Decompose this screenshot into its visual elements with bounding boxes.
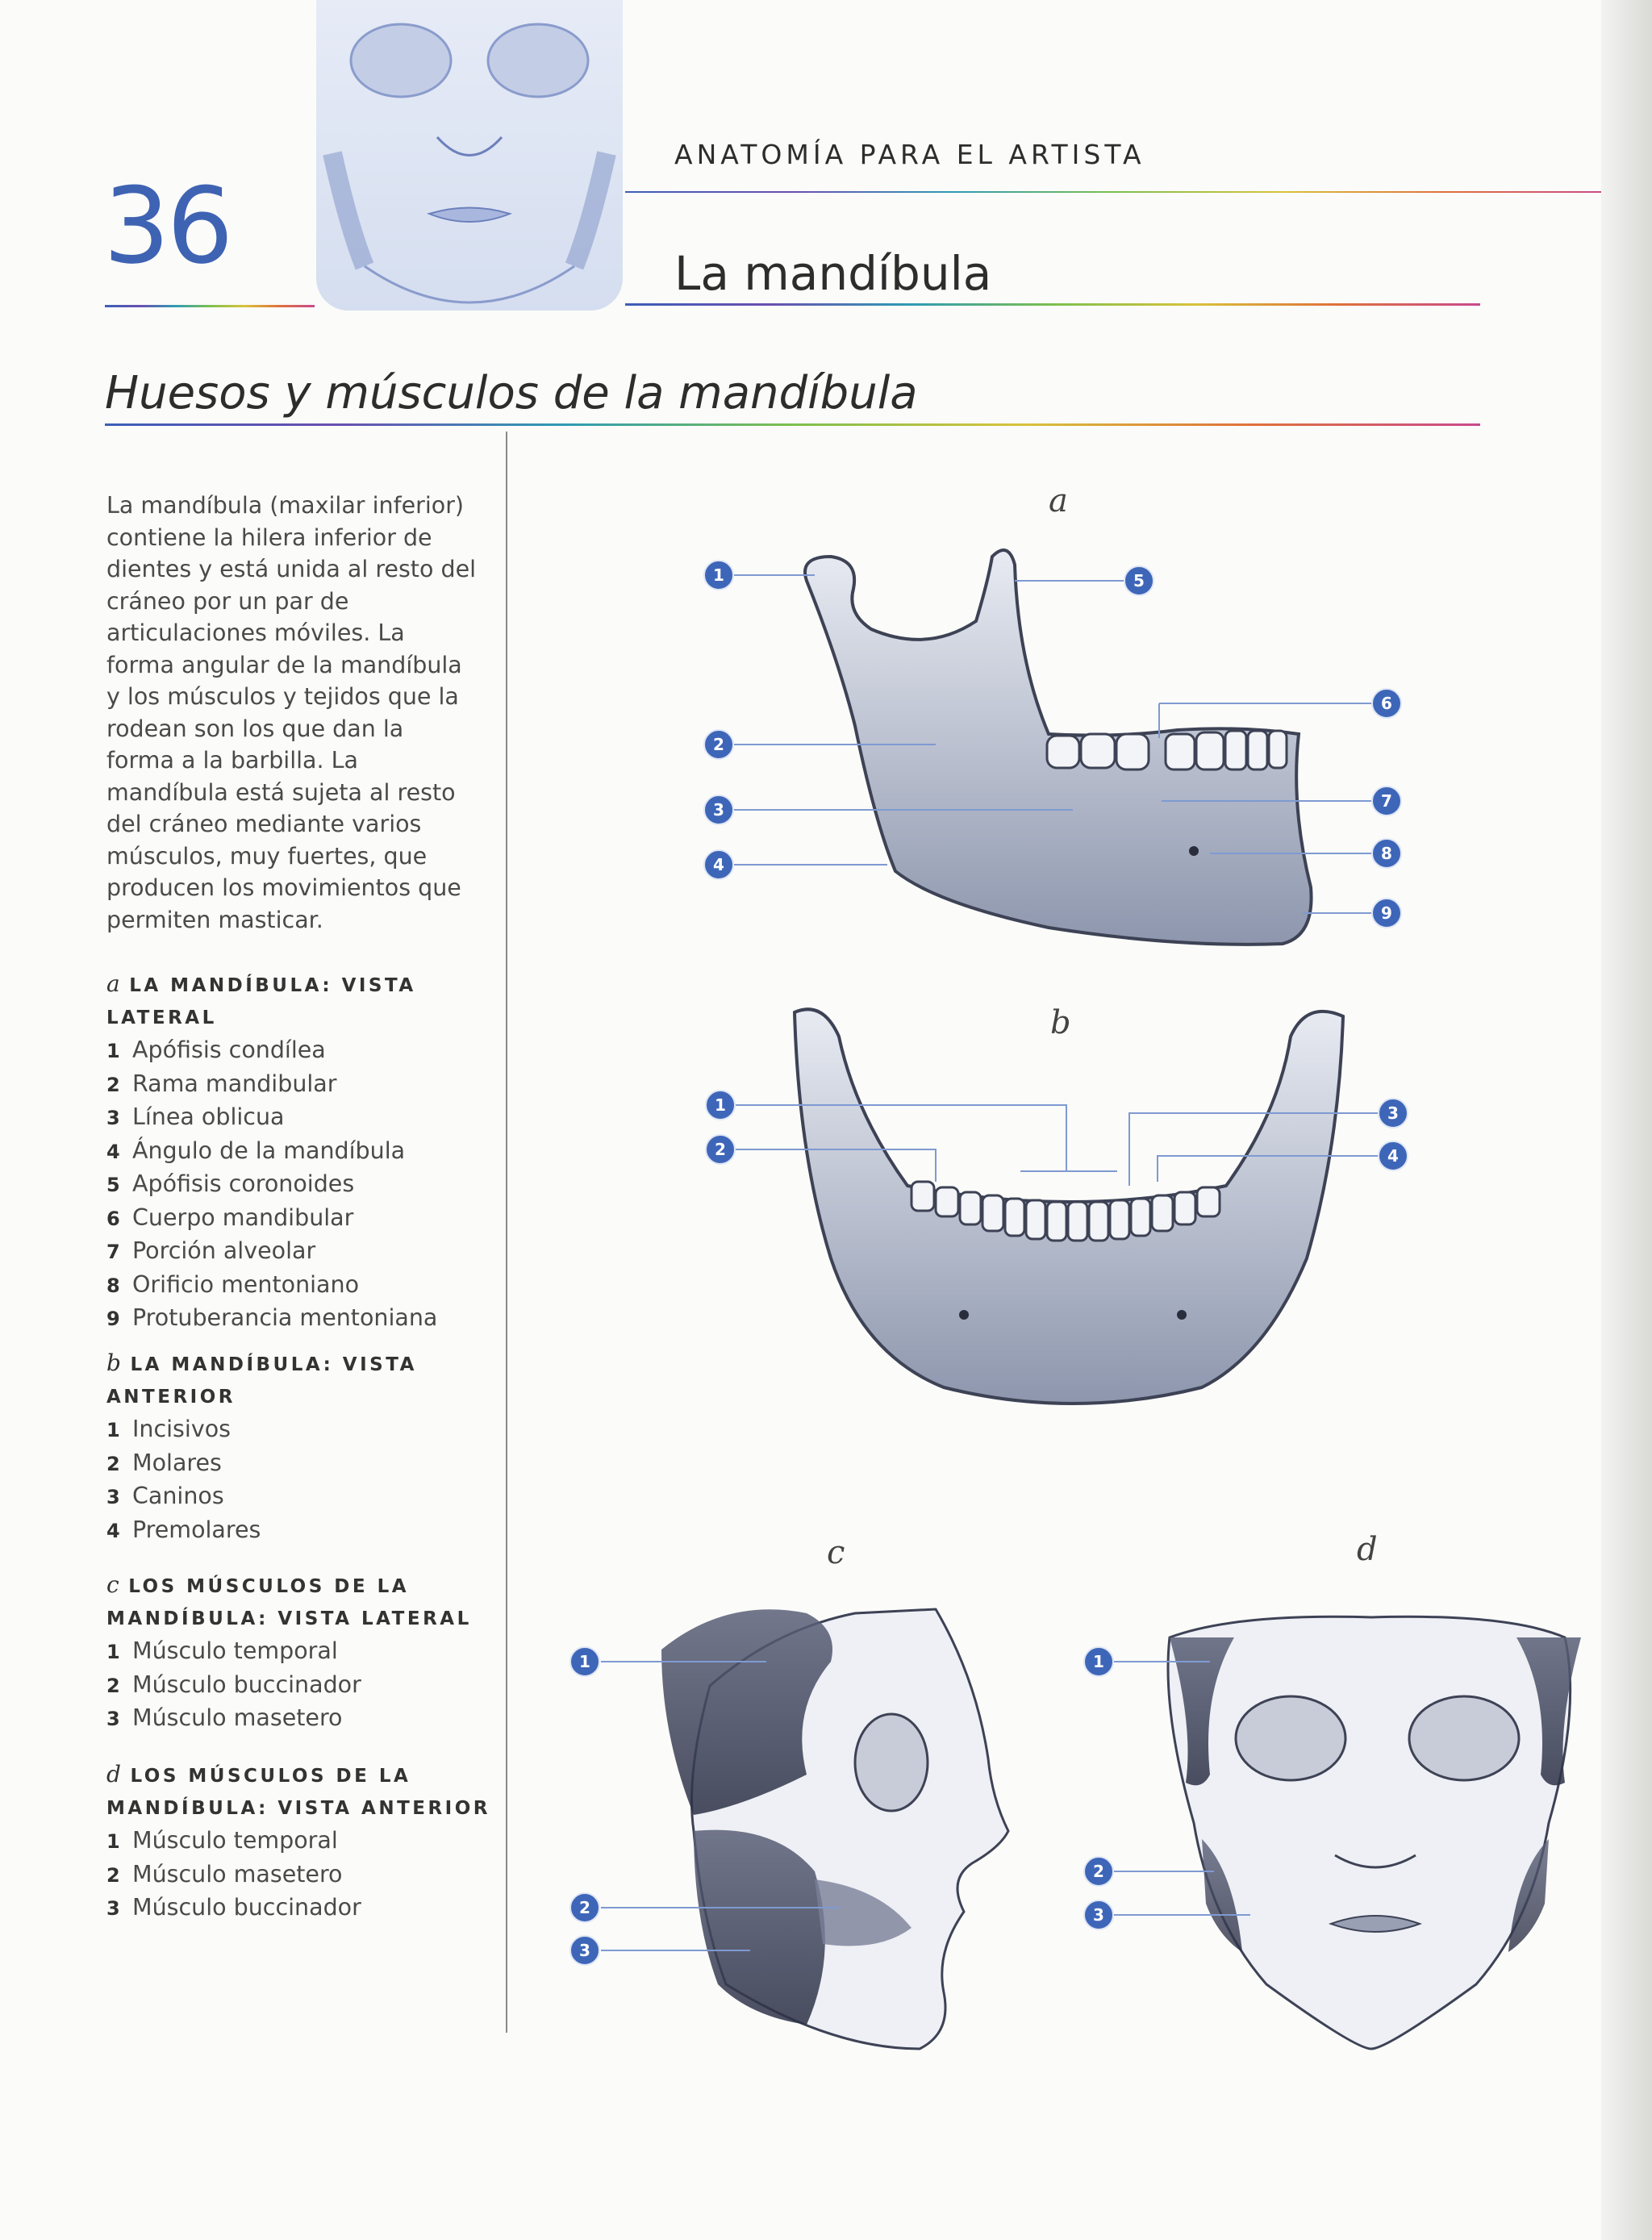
legend-num: 9 [106, 1308, 120, 1330]
page-edge [1601, 0, 1652, 2240]
legend-num: 4 [106, 1519, 120, 1542]
callout-b-2: 2 [705, 1134, 736, 1165]
callout-a-9: 9 [1371, 898, 1402, 928]
callout-a-2: 2 [703, 729, 734, 760]
legend-num: 8 [106, 1274, 120, 1297]
callout-d-2: 2 [1083, 1856, 1114, 1887]
callout-a-8: 8 [1371, 838, 1402, 869]
figure-b-letter: b [1050, 1004, 1071, 1041]
callout-d-1: 1 [1083, 1646, 1114, 1677]
legend-label: Incisivos [132, 1416, 231, 1442]
callout-a-5: 5 [1124, 565, 1154, 596]
legend-num: 4 [106, 1140, 120, 1163]
callout-b-3: 3 [1378, 1098, 1408, 1128]
intro-paragraph: La mandíbula (maxilar inferior) contiene la hilera inferior de dientes y está unida al resto del cráneo por un par de articulaciones móviles. La forma angular de la mandíbula y los músculos y tejidos que la rodean son los que dan la forma a la barbilla. La mandíbula está sujeta al resto del cráneo mediante varios músculos, muy fuertes, que producen los movimientos que permiten masticar. [106, 492, 477, 933]
page-number: 36 [103, 165, 231, 287]
callout-c-1: 1 [569, 1646, 600, 1677]
legend-label: Línea oblicua [132, 1103, 285, 1130]
legend-num: 1 [106, 1419, 120, 1441]
chapter-title: La mandíbula [674, 246, 992, 301]
legend-num: 3 [106, 1897, 120, 1920]
callout-c-3: 3 [569, 1935, 600, 1966]
legend-label: Porción alveolar [132, 1237, 316, 1264]
section-title: Huesos y músculos de la mandíbula [105, 367, 918, 419]
figure-c-letter: c [827, 1534, 845, 1571]
legend-label: Músculo temporal [132, 1637, 338, 1664]
callout-c-2: 2 [569, 1892, 600, 1923]
face-anterior-drawing [1168, 1616, 1581, 2049]
mandible-anterior-drawing [795, 1009, 1343, 1404]
legend-label: Apófisis condílea [132, 1037, 326, 1063]
callout-a-1: 1 [703, 560, 734, 590]
legend-num: 2 [106, 1452, 120, 1475]
face-lateral-drawing [661, 1609, 1008, 2049]
legend-letter: d [106, 1761, 121, 1787]
book-title: ANATOMÍA PARA EL ARTISTA [674, 139, 1145, 170]
legend-num: 6 [106, 1207, 120, 1230]
legend-num: 7 [106, 1241, 120, 1263]
legend-label: Apófisis coronoides [132, 1170, 355, 1197]
legend-num: 2 [106, 1863, 120, 1887]
legend-num: 1 [106, 1040, 120, 1062]
figure-a-letter: a [1049, 482, 1068, 519]
legend-label: Músculo temporal [132, 1827, 338, 1854]
legend-label: Músculo masetero [132, 1704, 343, 1731]
callout-b-1: 1 [705, 1090, 736, 1120]
legend-letter: c [106, 1571, 119, 1598]
callout-a-7: 7 [1371, 786, 1402, 816]
legend-heading-text: LA MANDÍBULA: VISTA LATERAL [106, 975, 416, 1028]
legend-label: Protuberancia mentoniana [132, 1304, 438, 1331]
legend-letter: a [106, 970, 120, 997]
legend-heading-text: LA MANDÍBULA: VISTA ANTERIOR [106, 1354, 417, 1408]
legend-label: Premolares [132, 1516, 261, 1543]
legend-num: 1 [106, 1641, 120, 1663]
mandible-lateral-drawing [805, 550, 1312, 945]
legend-heading-text: LOS MÚSCULOS DE LA MANDÍBULA: VISTA ANTERIOR [106, 1766, 490, 1819]
legend-num: 5 [106, 1174, 120, 1196]
legend-label: Orificio mentoniano [132, 1270, 360, 1298]
callout-d-3: 3 [1083, 1900, 1114, 1930]
legend-letter: b [106, 1349, 121, 1376]
legend-heading-text: LOS MÚSCULOS DE LA MANDÍBULA: VISTA LATERAL [106, 1576, 472, 1629]
callout-a-4: 4 [703, 849, 734, 880]
legend-num: 2 [106, 1674, 120, 1697]
legend-label: Rama mandibular [132, 1070, 337, 1097]
legend-num: 3 [106, 1708, 120, 1730]
legend-label: Caninos [132, 1483, 224, 1509]
legend-label: Músculo buccinador [132, 1894, 361, 1921]
legend-label: Cuerpo mandibular [132, 1203, 354, 1231]
figure-d-letter: d [1357, 1531, 1378, 1568]
callout-a-6: 6 [1371, 688, 1402, 719]
callout-b-4: 4 [1378, 1141, 1408, 1171]
legend-label: Ángulo de la mandíbula [132, 1137, 406, 1164]
legend-num: 2 [106, 1073, 120, 1096]
legend-label: Músculo buccinador [132, 1671, 361, 1698]
legend-num: 1 [106, 1830, 120, 1853]
legend-label: Molares [132, 1449, 222, 1476]
callout-a-3: 3 [703, 795, 734, 825]
legend-num: 3 [106, 1107, 120, 1129]
legend-label: Músculo masetero [132, 1860, 343, 1888]
legend-num: 3 [106, 1486, 120, 1508]
